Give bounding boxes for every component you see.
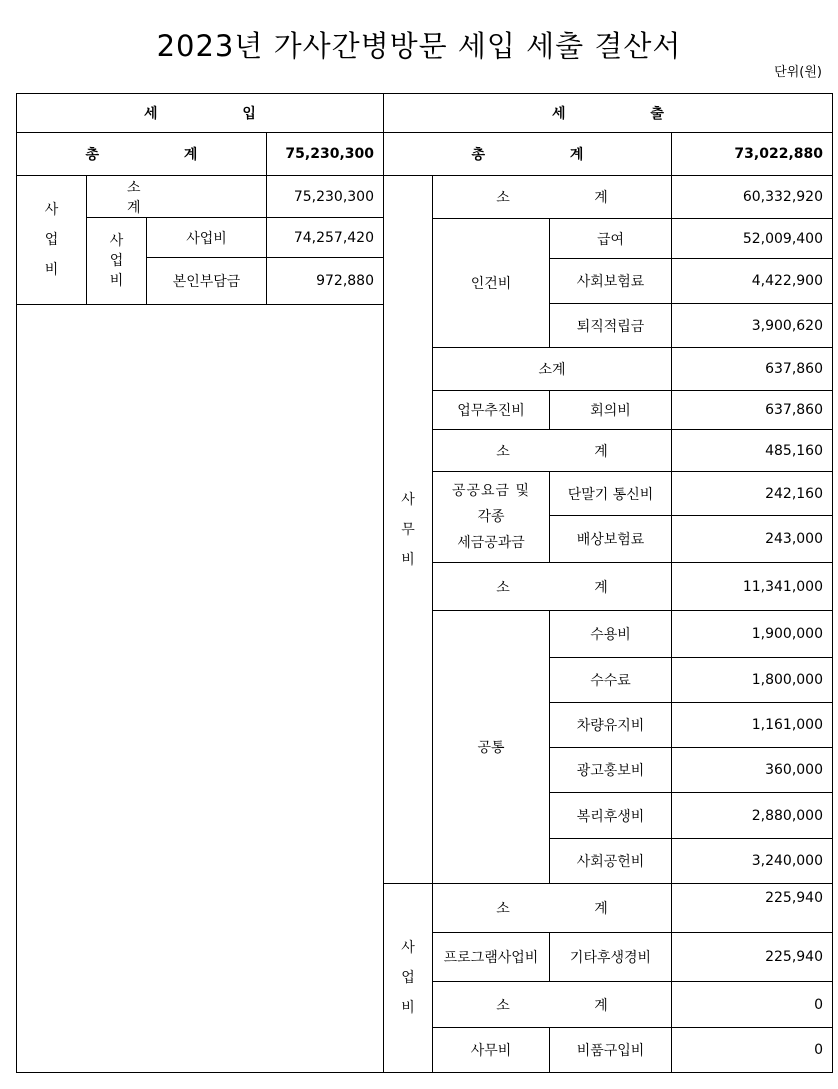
income-item-name: 사업비 (146, 217, 267, 258)
expense-category-office (383, 175, 433, 884)
utilities-group-name-line: 각종 (477, 509, 505, 525)
operations-subtotal-label: 소계 (432, 347, 672, 391)
expense-item-name: 비품구입비 (549, 1027, 672, 1073)
expense-category-char: 업 (401, 970, 415, 986)
utilities-subtotal-label: 소 계 (432, 429, 672, 472)
expense-item-value: 52,009,400 (671, 218, 833, 259)
personnel-subtotal-label: 소 계 (432, 175, 672, 219)
expense-item-value: 242,160 (671, 471, 833, 516)
common-group-name: 공통 (432, 610, 550, 884)
personnel-group-name: 인건비 (432, 218, 550, 348)
expense-item-value: 2,880,000 (671, 792, 833, 839)
expense-item-value: 1,900,000 (671, 610, 833, 658)
utilities-group-name (432, 471, 550, 563)
income-item-name: 본인부담금 (146, 257, 267, 305)
operations-subtotal-value: 637,860 (671, 347, 833, 391)
office-supplies-subtotal-label: 소 계 (432, 981, 672, 1028)
expense-item-name: 단말기 통신비 (549, 471, 672, 516)
expense-header: 세 출 (383, 93, 833, 133)
expense-item-value: 1,800,000 (671, 657, 833, 703)
income-item-value: 972,880 (266, 257, 384, 305)
expense-item-value: 4,422,900 (671, 258, 833, 304)
expense-total-label: 총 계 (383, 132, 672, 176)
income-category-char: 비 (44, 262, 59, 278)
income-item-value: 74,257,420 (266, 217, 384, 258)
expense-item-name: 퇴직적립금 (549, 303, 672, 348)
income-category-char: 사 (44, 202, 59, 218)
expense-category-char: 사 (401, 940, 415, 956)
program-subtotal-label: 소 계 (432, 883, 672, 933)
personnel-subtotal-value: 60,332,920 (671, 175, 833, 219)
expense-category-char: 비 (401, 1000, 415, 1016)
expense-item-name: 수용비 (549, 610, 672, 658)
expense-category-char: 무 (401, 521, 415, 538)
income-subtotal-label: 소 계 (86, 175, 267, 218)
income-empty-area (16, 304, 384, 1073)
expense-total-value: 73,022,880 (671, 132, 833, 176)
income-total-label: 총 계 (16, 132, 267, 176)
unit-label: 단위(원) (774, 65, 822, 80)
utilities-subtotal-value: 485,160 (671, 429, 833, 472)
income-category-char: 업 (44, 232, 59, 248)
income-subcategory-char: 비 (109, 273, 124, 289)
income-header: 세 입 (16, 93, 384, 133)
expense-item-value: 637,860 (671, 390, 833, 430)
expense-item-name: 회의비 (549, 390, 672, 430)
office-supplies-subtotal-value: 0 (671, 981, 833, 1028)
expense-item-name: 차량유지비 (549, 702, 672, 748)
expense-item-name: 배상보험료 (549, 515, 672, 563)
expense-item-value: 0 (671, 1027, 833, 1073)
expense-item-value: 360,000 (671, 747, 833, 793)
expense-item-name: 광고홍보비 (549, 747, 672, 793)
program-subtotal-value: 225,940 (671, 883, 833, 933)
expense-category-char: 사 (401, 491, 415, 508)
document-title: 2023년 가사간병방문 세입 세출 결산서 (156, 29, 682, 63)
expense-item-value: 3,900,620 (671, 303, 833, 348)
expense-category-char: 비 (401, 551, 415, 568)
expense-item-name: 급여 (549, 218, 672, 259)
expense-item-name: 수수료 (549, 657, 672, 703)
expense-item-name: 복리후생비 (549, 792, 672, 839)
expense-item-value: 1,161,000 (671, 702, 833, 748)
operations-group-name: 업무추진비 (432, 390, 550, 430)
expense-category-business (383, 883, 433, 1073)
utilities-group-name-line: 세금공과금 (457, 535, 525, 551)
expense-item-name: 사회보험료 (549, 258, 672, 304)
common-subtotal-label: 소 계 (432, 562, 672, 611)
income-subcategory-char: 사 (109, 233, 124, 249)
common-subtotal-value: 11,341,000 (671, 562, 833, 611)
program-group-name: 프로그램사업비 (432, 932, 550, 982)
expense-item-value: 225,940 (671, 932, 833, 982)
utilities-group-name-line: 공공요금 및 (451, 483, 531, 499)
income-subcategory-char: 업 (109, 253, 124, 269)
expense-item-value: 3,240,000 (671, 838, 833, 884)
income-total-value: 75,230,300 (266, 132, 384, 176)
income-subtotal-value: 75,230,300 (266, 175, 384, 218)
income-subcategory-business (86, 217, 147, 305)
office-supplies-group-name: 사무비 (432, 1027, 550, 1073)
expense-item-name: 사회공헌비 (549, 838, 672, 884)
income-category-business (16, 175, 87, 305)
expense-item-name: 기타후생경비 (549, 932, 672, 982)
expense-item-value: 243,000 (671, 515, 833, 563)
